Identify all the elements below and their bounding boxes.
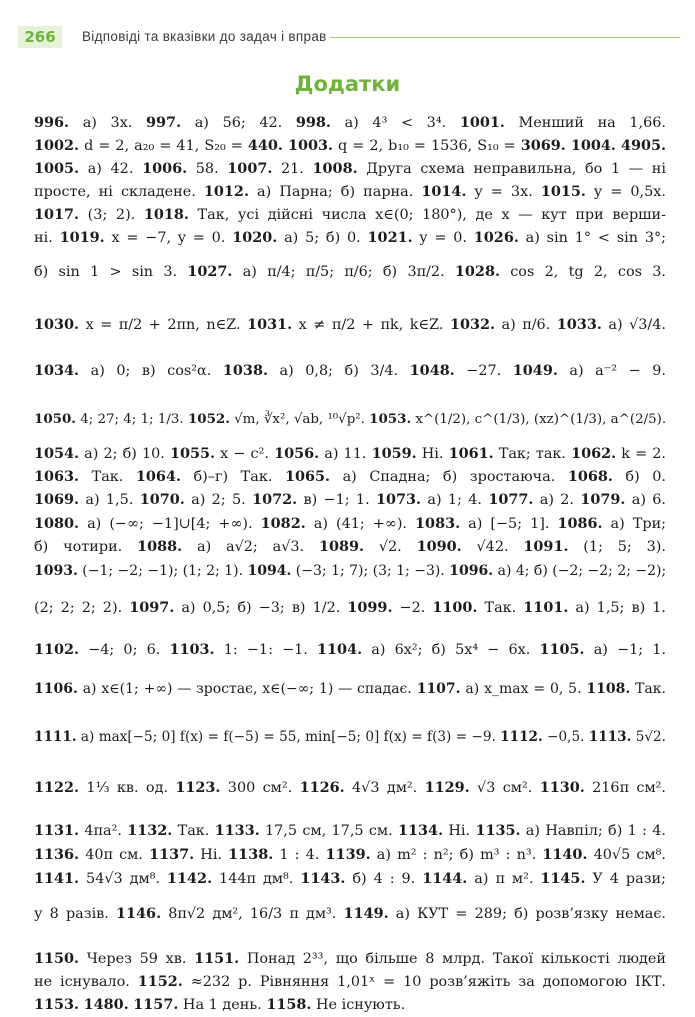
answer-line: у 8 разів. 1146. 8π√2 дм², 16/3 π дм³. 1149. а) КУТ = 289; б) розв’язку немає. — [34, 905, 666, 922]
answer-line: 1063. Так. 1064. б)–г) Так. 1065. а) Спадна; б) зростаюча. 1068. б) 0. — [34, 468, 666, 485]
answer-line: 1017. (3; 2). 1018. Так, усі дійсні числа x∈(0; 180°), де x — кут при верши- — [34, 206, 666, 223]
answer-line: 1131. 4πa². 1132. Так. 1133. 17,5 см, 17,5 см. 1134. Ні. 1135. а) Навпіл; б) 1 : 4. — [34, 822, 666, 839]
running-title: Відповіді та вказівки до задач і вправ — [82, 29, 327, 44]
answer-line: 1034. а) 0; в) cos²α. 1038. а) 0,8; б) 3/4. 1048. −27. 1049. а) a⁻² − 9. — [34, 362, 666, 379]
answer-line: (2; 2; 2; 2). 1097. а) 0,5; б) −3; в) 1/2. 1099. −2. 1100. Так. 1101. а) 1,5; в) 1. — [34, 599, 666, 616]
answer-line: 1080. а) (−∞; −1]∪[4; +∞). 1082. а) (41; +∞). 1083. а) [−5; 1]. 1086. а) Три; — [34, 515, 667, 532]
answer-line: ні. 1019. x = −7, y = 0. 1020. а) 5; б) 0. 1021. y = 0. 1026. а) sin 1° < sin 3°; — [34, 229, 667, 246]
answer-line: б) sin 1 > sin 3. 1027. а) π/4; π/5; π/6; б) 3π/2. 1028. cos 2, tg 2, cos 3. — [34, 263, 666, 280]
answer-line: 1106. а) x∈(1; +∞) — зростає, x∈(−∞; 1) — спадає. 1107. а) x_max = 0, 5. 1108. Так. — [34, 681, 666, 697]
answer-line: 1069. а) 1,5. 1070. а) 2; 5. 1072. в) −1; 1. 1073. а) 1; 4. 1077. а) 2. 1079. а) 6. — [34, 491, 667, 508]
answer-line: 1093. (−1; −2; −1); (1; 2; 1). 1094. (−3; 1; 7); (3; 1; −3). 1096. а) 4; б) (−2; −2; 2; −2); — [34, 563, 667, 579]
answer-line: 1141. 54√3 дм⁸. 1142. 144π дм⁸. 1143. б) 4 : 9. 1144. а) π м². 1145. У 4 рази; — [34, 870, 666, 887]
answer-line: 996. а) 3x. 997. а) 56; 42. 998. а) 4³ < 3⁴. 1001. Менший на 1,66. — [34, 114, 666, 131]
page-header — [18, 26, 678, 50]
page-number: 266 — [18, 26, 62, 48]
answer-line: 1050. 4; 27; 4; 1; 1/3. 1052. √m, ∛x², √ab, ¹⁰√p². 1053. x^(1/2), c^(1/3), (xz)^(1/3), a^(2/5). — [34, 411, 667, 427]
answer-line: 1122. 1⅓ кв. од. 1123. 300 см². 1126. 4√3 дм². 1129. √3 см². 1130. 216π см². — [34, 779, 667, 796]
header-rule — [330, 37, 680, 38]
answer-line: 1150. Через 59 хв. 1151. Понад 2³³, що більше 8 млрд. Такої кількості людей — [34, 950, 666, 967]
answer-line: 1030. x = π/2 + 2πn, n∈Z. 1031. x ≠ π/2 + πk, k∈Z. 1032. а) π/6. 1033. а) √3/4. — [34, 316, 666, 333]
answer-line: 1002. d = 2, a₂₀ = 41, S₂₀ = 440. 1003. q = 2, b₁₀ = 1536, S₁₀ = 3069. 1004. 4905. — [34, 137, 666, 154]
answer-line: просте, ні складене. 1012. а) Парна; б) парна. 1014. y = 3x. 1015. y = 0,5x. — [34, 183, 666, 200]
answer-line: не існувало. 1152. ≈232 р. Рівняння 1,01ˣ = 10 розв’яжіть за допомогою ІКТ. — [34, 973, 667, 990]
answer-line: 1153. 1480. 1157. На 1 день. 1158. Не існують. — [34, 996, 406, 1013]
answer-line: 1102. −4; 0; 6. 1103. 1: −1: −1. 1104. а) 6x²; б) 5x⁴ − 6x. 1105. а) −1; 1. — [34, 641, 667, 658]
answer-line: 1054. а) 2; б) 10. 1055. x − c². 1056. а) 11. 1059. Ні. 1061. Так; так. 1062. k = 2. — [34, 445, 667, 462]
answer-line: 1111. а) max[−5; 0] f(x) = f(−5) = 55, min[−5; 0] f(x) = f(3) = −9. 1112. −0,5. 1113. 5√2. — [34, 729, 666, 745]
answer-line: 1136. 40π см. 1137. Ні. 1138. 1 : 4. 1139. а) m² : n²; б) m³ : n³. 1140. 40√5 см⁸. — [34, 846, 666, 863]
answer-line: б) чотири. 1088. а) a√2; a√3. 1089. √2. 1090. √42. 1091. (1; 5; 3). — [34, 538, 666, 555]
section-title: Додатки — [294, 72, 401, 96]
answer-line: 1005. а) 42. 1006. 58. 1007. 21. 1008. Друга схема неправильна, бо 1 — ні — [34, 160, 666, 177]
